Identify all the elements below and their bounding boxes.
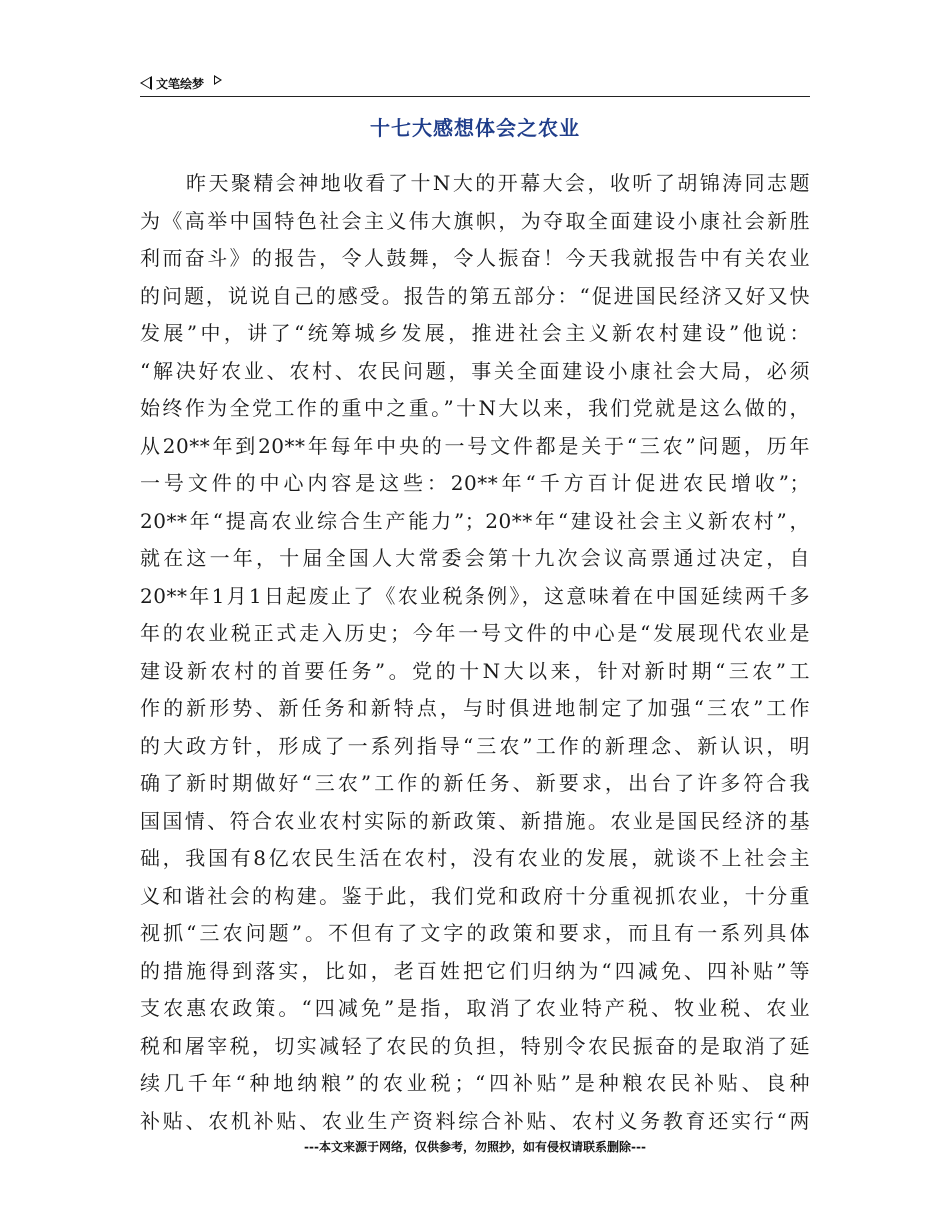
page-header: [140, 70, 810, 97]
body-line: 建设新农村的首要任务”。党的十N大以来，针对新时期“三农”工: [140, 658, 810, 683]
body-line: 昨天聚精会神地收看了十N大的开幕大会，收听了胡锦涛同志题: [186, 171, 810, 195]
triangle-left-icon: [140, 76, 152, 90]
body-line: 年的农业税正式走入历史；今年一号文件的中心是“发展现代农业是: [140, 621, 810, 645]
triangle-right-icon: [214, 75, 222, 85]
document-title: 十七大感想体会之农业: [370, 116, 580, 140]
body-line: 一号文件的中心内容是这些：20**年“千方百计促进农民增收”；: [140, 471, 810, 495]
footer-notice: ---本文来源于网络，仅供参考，勿照抄，如有侵权请联系删除---: [304, 1140, 646, 1154]
body-line: 税和屠宰税，切实减轻了农民的负担，特别令农民振奋的是取消了延: [140, 1033, 810, 1058]
body-line: 视抓“三农问题”。不但有了文字的政策和要求，而且有一系列具体: [140, 921, 810, 945]
body-line: 础，我国有8亿农民生活在农村，没有农业的发展，就谈不上社会主: [140, 846, 810, 870]
body-line: 作的新形势、新任务和新特点，与时俱进地制定了加强“三农”工作: [140, 696, 810, 720]
body-line: “解决好农业、农村、农民问题，事关全面建设小康社会大局，必须: [140, 358, 810, 383]
body-line: 就在这一年，十届全国人大常委会第十九次会议高票通过决定，自: [140, 546, 810, 570]
body-line: 始终作为全党工作的重中之重。”十N大以来，我们党就是这么做的，: [140, 396, 810, 420]
body-line: 20**年1月1日起废止了《农业税条例》，这意味着在中国延续两千多: [140, 583, 810, 608]
body-line: 的问题，说说自己的感受。报告的第五部分：“促进国民经济又好又快: [140, 283, 810, 308]
body-line: 补贴、农机补贴、农业生产资料综合补贴、农村义务教育还实行“两: [140, 1108, 810, 1133]
header-brand: 文笔绘梦: [156, 76, 205, 91]
document-body: [140, 165, 810, 1140]
body-line: 支农惠农政策。“四减免”是指，取消了农业特产税、牧业税、农业: [140, 996, 810, 1020]
body-line: 为《高举中国特色社会主义伟大旗帜，为夺取全面建设小康社会新胜: [140, 208, 810, 233]
body-line: 国国情、符合农业农村实际的新政策、新措施。农业是国民经济的基: [140, 808, 810, 833]
body-line: 的措施得到落实，比如，老百姓把它们归纳为“四减免、四补贴”等: [140, 958, 810, 983]
body-line: 20**年“提高农业综合生产能力”；20**年“建设社会主义新农村”，: [140, 508, 810, 533]
body-line: 发展”中，讲了“统筹城乡发展，推进社会主义新农村建设”他说：: [140, 321, 810, 345]
body-line: 确了新时期做好“三农”工作的新任务、新要求，出台了许多符合我: [140, 771, 810, 795]
body-line: 从20**年到20**年每年中央的一号文件都是关于“三农”问题，历年: [140, 433, 810, 458]
body-line: 续几千年“种地纳粮”的农业税；“四补贴”是种粮农民补贴、良种: [140, 1071, 810, 1095]
body-line: 义和谐社会的构建。鉴于此，我们党和政府十分重视抓农业，十分重: [140, 883, 810, 908]
body-line: 的大政方针，形成了一系列指导“三农”工作的新理念、新认识，明: [140, 733, 810, 758]
body-line: 利而奋斗》的报告，令人鼓舞，令人振奋！今天我就报告中有关农业: [140, 246, 810, 270]
